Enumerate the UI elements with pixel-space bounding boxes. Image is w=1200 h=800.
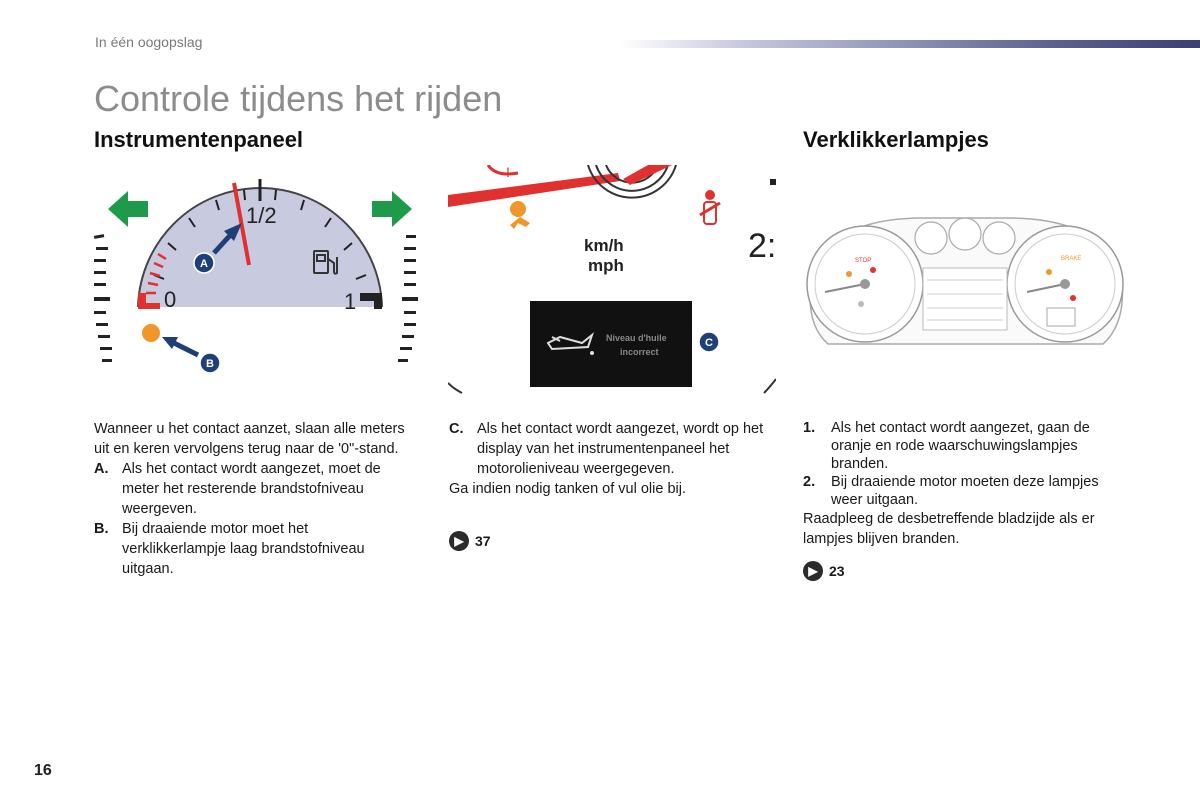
- list-item: 1. Als het contact wordt aangezet, gaan de oranje en rode waarschuwingslampjes branden.: [803, 420, 1090, 472]
- note-text: Ga indien nodig tanken of vul olie bij.: [449, 481, 686, 497]
- header-bar: [620, 40, 1200, 48]
- page-ref-icon: ▶: [449, 531, 469, 551]
- speed-fragment: 2:: [748, 227, 776, 265]
- list-item: B. Bij draaiende motor moet het verklikkerlampje laag brandstofniveau uitgaan.: [94, 521, 365, 577]
- lcd-display: [530, 301, 692, 387]
- right-text-block: [803, 419, 1123, 549]
- svg-text:STOP: STOP: [855, 258, 872, 264]
- svg-text:!: !: [506, 165, 510, 180]
- middle-text-block: [449, 419, 777, 499]
- oil-level-display-illustration: [448, 165, 776, 395]
- gauge-label-full: 1: [344, 289, 357, 314]
- section-header: In één oogopslag: [95, 34, 203, 50]
- unit-mph: mph: [588, 256, 624, 275]
- instrument-cluster-illustration: [803, 212, 1128, 352]
- left-text-block: [94, 419, 412, 579]
- unit-kmh: km/h: [584, 236, 624, 255]
- lcd-text-line2: incorrect: [620, 347, 659, 357]
- intro-text: Wanneer u het contact aanzet, slaan alle meters uit en keren vervolgens terug naar de '0"-stand.: [94, 421, 405, 457]
- seatbelt-icon: [700, 190, 720, 224]
- page-reference-37[interactable]: ▶ 37: [449, 531, 491, 551]
- turn-left-arrow-icon: [108, 191, 148, 227]
- heading-instrumentenpaneel: Instrumentenpaneel: [94, 127, 304, 152]
- svg-text:BRAKE: BRAKE: [1061, 256, 1082, 262]
- page-number: 16: [34, 762, 52, 779]
- turn-right-arrow-icon: [372, 191, 412, 227]
- svg-text:A: A: [200, 258, 208, 270]
- page-title: Controle tijdens het rijden: [94, 78, 503, 119]
- list-item: A. Als het contact wordt aangezet, moet de meter het resterende brandstofniveau weergeven.: [94, 461, 381, 517]
- page-reference-23[interactable]: ▶ 23: [803, 561, 845, 581]
- center-info-display: [923, 268, 1007, 330]
- heading-verklikkerlampjes: Verklikkerlampjes: [803, 127, 989, 152]
- fuel-gauge-illustration: [94, 165, 424, 395]
- page-ref-icon: ▶: [803, 561, 823, 581]
- note-text: Raadpleeg de desbetreffende bladzijde als er lampjes blijven branden.: [803, 511, 1095, 547]
- list-item: 2. Bij draaiende motor moeten deze lampjes weer uitgaan.: [803, 474, 1099, 508]
- svg-text:B: B: [206, 358, 214, 370]
- gauge-label-half: 1/2: [246, 203, 277, 228]
- svg-text:C: C: [705, 337, 713, 349]
- gauge-label-zero: 0: [164, 287, 177, 312]
- passenger-airbag-icon: [510, 201, 530, 229]
- low-fuel-warning-lamp: [142, 324, 160, 342]
- list-item: C. Als het contact wordt aangezet, wordt op het display van het instrumentenpaneel het motorolieniveau weergegeven.: [449, 421, 764, 477]
- lcd-text-line1: Niveau d'huile: [606, 333, 667, 343]
